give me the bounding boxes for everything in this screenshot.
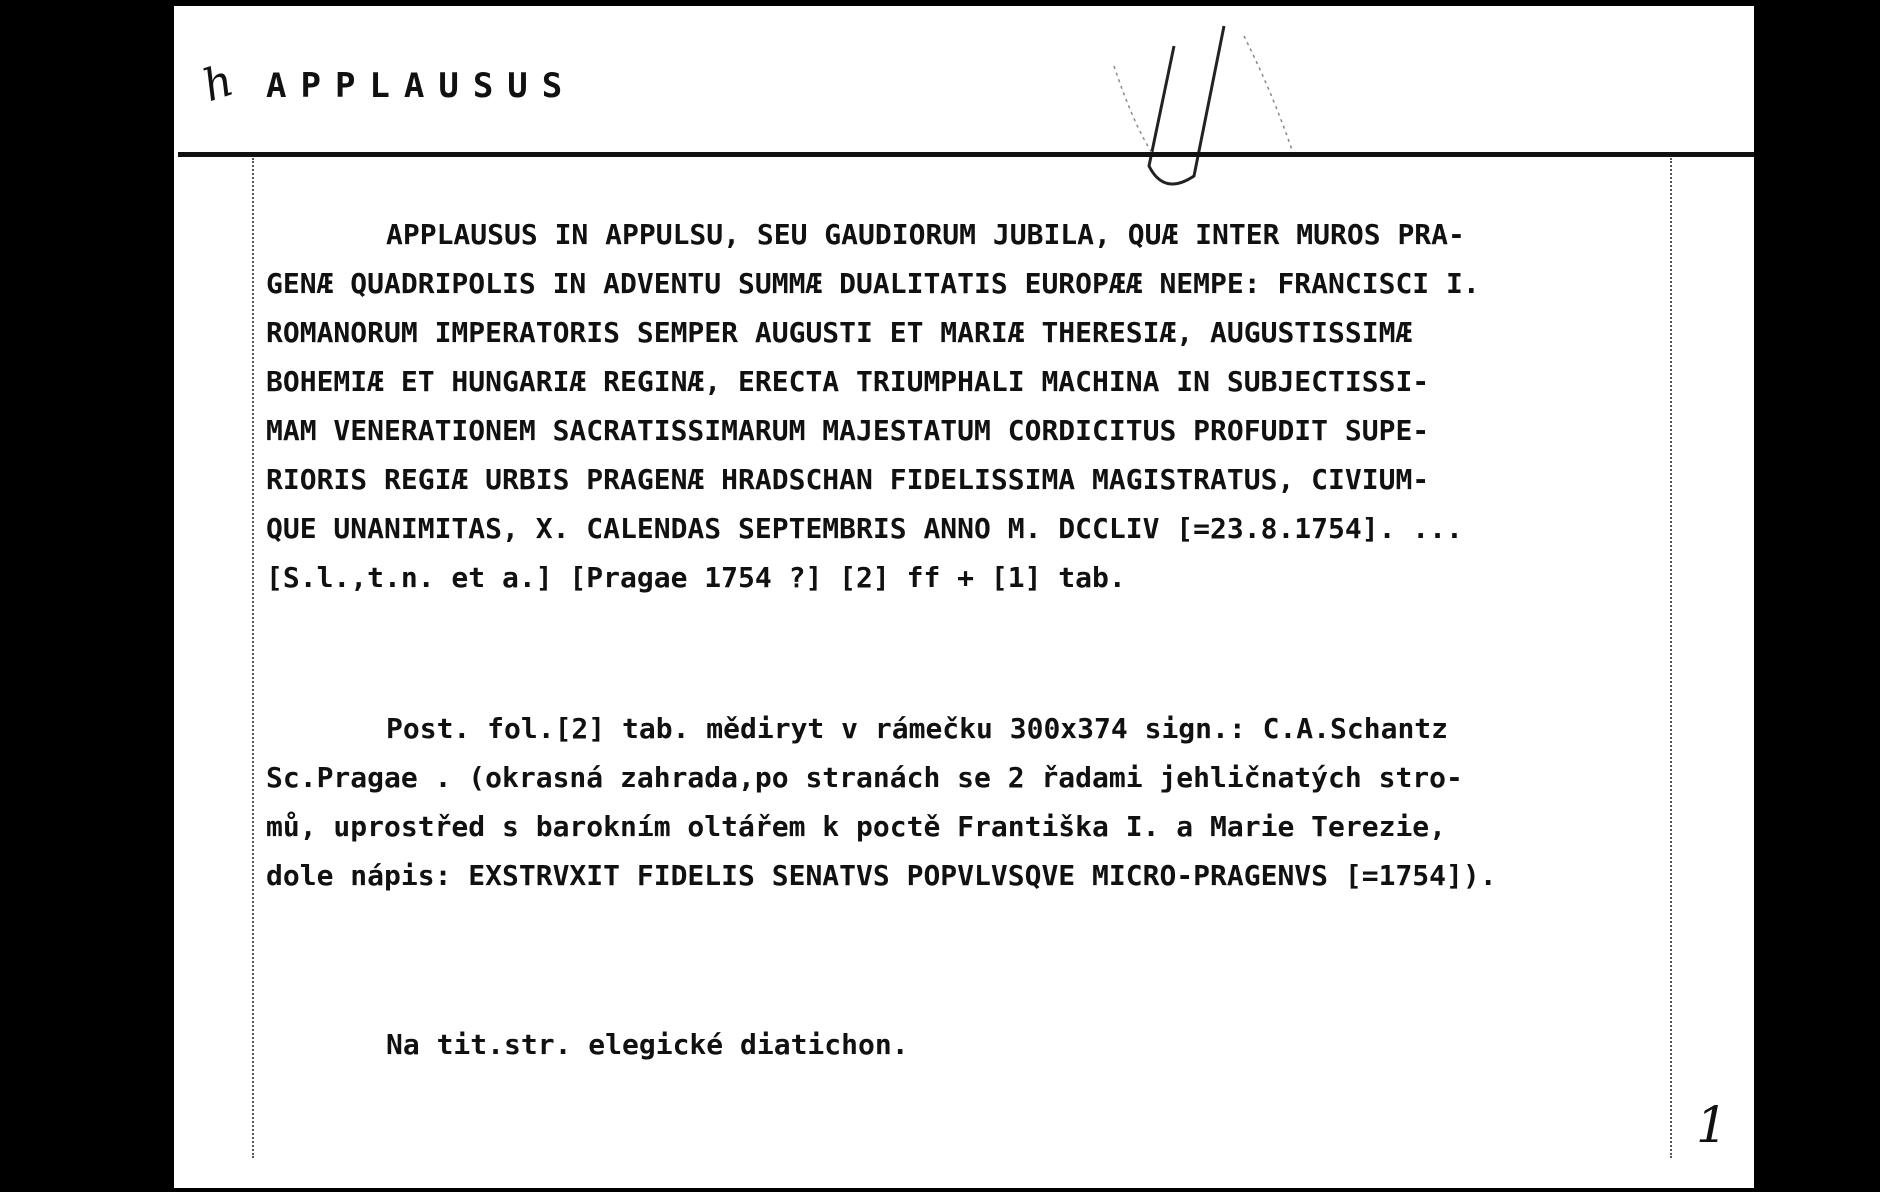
- note-line: Sc.Pragae . (okrasná zahrada,po stranách se 2 řadami jehličnatých stro-: [266, 761, 1463, 794]
- heading-rule: [178, 152, 1754, 157]
- footnote: Na tit.str. elegické diatichon.: [386, 1028, 909, 1061]
- note-line: Post. fol.[2] tab. mědiryt v rámečku 300x374 sign.: C.A.Schantz: [386, 712, 1449, 745]
- imprint-line: [S.l.,t.n. et a.] [Pragae 1754 ?] [2] ff + [1] tab.: [266, 561, 1126, 594]
- note-line: mů, uprostřed s barokním oltářem k poctě Františka I. a Marie Terezie,: [266, 810, 1447, 843]
- title-line: RIORIS REGIÆ URBIS PRAGENÆ HRADSCHAN FIDELISSIMA MAGISTRATUS, CIVIUM-: [266, 463, 1430, 496]
- page-number: 1: [1696, 1096, 1728, 1154]
- left-margin-line: [252, 158, 254, 1158]
- heading-mark: h: [196, 54, 240, 113]
- title-line: MAM VENERATIONEM SACRATISSIMARUM MAJESTATUM CORDICITUS PROFUDIT SUPE-: [266, 414, 1430, 447]
- title-line: APPLAUSUS IN APPULSU, SEU GAUDIORUM JUBILA, QUÆ INTER MUROS PRA-: [386, 218, 1465, 251]
- title-line: ROMANORUM IMPERATORIS SEMPER AUGUSTI ET MARIÆ THERESIÆ, AUGUSTISSIMÆ: [266, 316, 1413, 349]
- title-line: GENÆ QUADRIPOLIS IN ADVENTU SUMMÆ DUALITATIS EUROPÆÆ NEMPE: FRANCISCI I.: [266, 267, 1480, 300]
- title-line: BOHEMIÆ ET HUNGARIÆ REGINÆ, ERECTA TRIUMPHALI MACHINA IN SUBJECTISSI-: [266, 365, 1430, 398]
- card-heading: APPLAUSUS: [266, 66, 577, 106]
- title-line: QUE UNANIMITAS, X. CALENDAS SEPTEMBRIS ANNO M. DCCLIV [=23.8.1754]. ...: [266, 512, 1463, 545]
- note-line: dole nápis: EXSTRVXIT FIDELIS SENATVS POPVLVSQVE MICRO-PRAGENVS [=1754]).: [266, 859, 1497, 892]
- catalog-card: [174, 6, 1754, 1188]
- right-margin-line: [1670, 158, 1672, 1158]
- pen-scribble-icon: [1054, 6, 1314, 206]
